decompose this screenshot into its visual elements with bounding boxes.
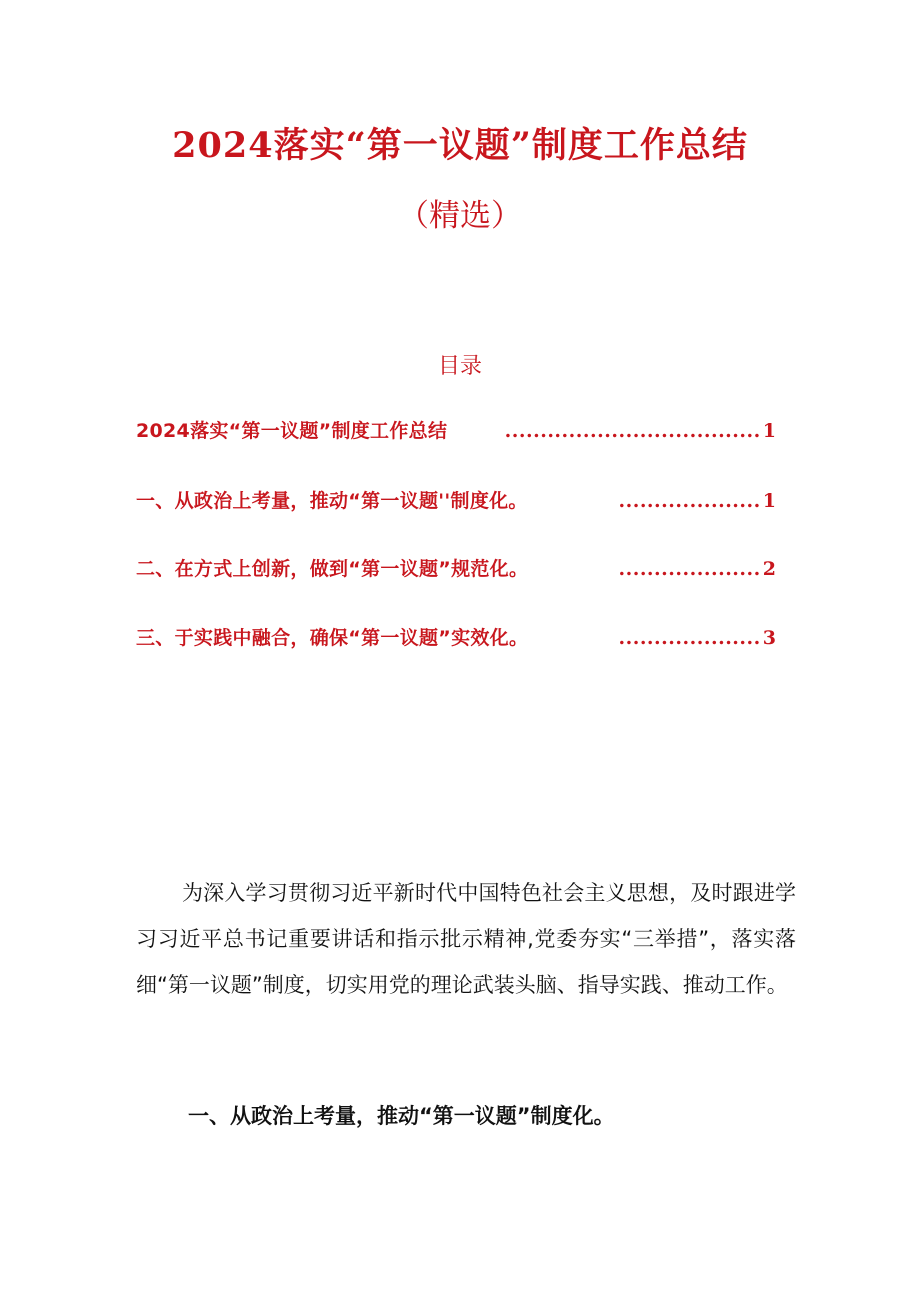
document-subtitle: （精选） [398, 198, 522, 234]
toc-entry-label: 2024落实“第一议题”制度工作总结 [136, 420, 448, 442]
section-heading-1: 一、从政治上考量，推动“第一议题”制度化。 [188, 1104, 615, 1128]
toc-page-number: 2 [762, 558, 776, 580]
toc-dot-leader: .................... [618, 492, 761, 511]
toc-page-number: 1 [762, 420, 776, 442]
toc-page-number: 3 [762, 627, 776, 649]
intro-paragraph: 为深入学习贯彻习近平新时代中国特色社会主义思想，及时跟进学习习近平总书记重要讲话和指示批示精神,党委夯实“三举措”，落实落细“第一议题”制度，切实用党的理论武装头脑、指导实践、推动工作。 [136, 881, 796, 997]
toc-dot-leader: .................... [618, 629, 761, 648]
toc-page-number: 1 [762, 490, 776, 512]
toc-entry-label: 一、从政治上考量，推动“第一议题''制度化。 [136, 490, 528, 512]
toc-entry-title[interactable] [136, 422, 776, 441]
toc-entry-section-2[interactable] [136, 560, 776, 579]
toc-dot-leader: .................... [618, 560, 761, 579]
toc-heading: 目录 [437, 354, 482, 379]
toc-entry-label: 二、在方式上创新，做到“第一议题”规范化。 [136, 558, 529, 580]
toc-dot-leader: .................................... [504, 422, 761, 441]
toc-entry-section-3[interactable] [136, 629, 776, 648]
toc-entry-label: 三、于实践中融合，确保“第一议题”实效化。 [136, 627, 529, 649]
toc-entry-section-1[interactable] [136, 492, 776, 511]
document-title: 2024落实“第一议题”制度工作总结 [172, 125, 748, 166]
